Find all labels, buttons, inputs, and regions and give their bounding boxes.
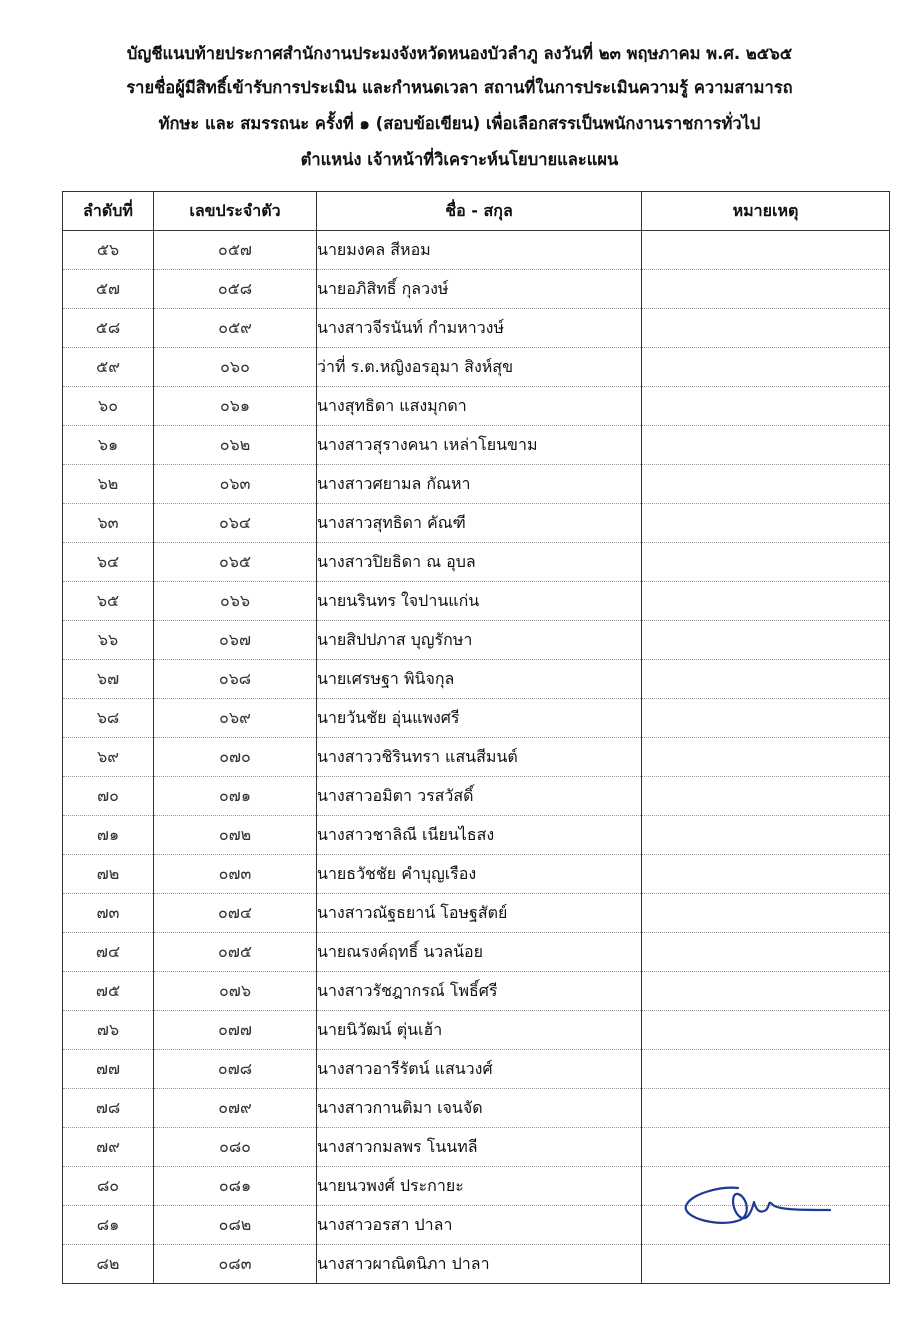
table-row	[63, 465, 890, 504]
header-line-2: รายชื่อผู้มีสิทธิ์เข้ารับการประเมิน และกำหนดเวลา สถานที่ในการประเมินความรู้ ความสามารถ	[126, 78, 793, 97]
header-line-4: ตำแหน่ง เจ้าหน้าที่วิเคราะห์นโยบายและแผน	[300, 150, 619, 169]
remarks-cell	[642, 270, 890, 309]
name-cell: นายสิปปภาส บุญรักษา	[317, 621, 642, 660]
remarks-cell	[642, 348, 890, 387]
table-row	[63, 816, 890, 855]
name-cell: นางสาวปิยธิดา ณ อุบล	[317, 543, 642, 582]
remarks-cell	[642, 582, 890, 621]
remarks-cell	[642, 621, 890, 660]
name-cell: นายมงคล สีหอม	[317, 231, 642, 270]
id-cell: ๐๖๖	[154, 582, 317, 621]
order-cell: ๖๓	[63, 504, 154, 543]
column-header-name: ชื่อ - สกุล	[317, 192, 642, 231]
order-cell: ๖๙	[63, 738, 154, 777]
name-cell: นางสาวสุรางคนา เหล่าโยนขาม	[317, 426, 642, 465]
remarks-cell	[642, 1128, 890, 1167]
order-cell: ๖๖	[63, 621, 154, 660]
id-cell: ๐๖๗	[154, 621, 317, 660]
remarks-cell	[642, 1245, 890, 1284]
name-cell: นางสาวอรสา ปาลา	[317, 1206, 642, 1245]
table-row	[63, 1245, 890, 1284]
table-row	[63, 777, 890, 816]
id-cell: ๐๗๕	[154, 933, 317, 972]
id-cell: ๐๖๔	[154, 504, 317, 543]
remarks-cell	[642, 231, 890, 270]
id-cell: ๐๖๓	[154, 465, 317, 504]
order-cell: ๗๗	[63, 1050, 154, 1089]
table-row	[63, 972, 890, 1011]
remarks-cell	[642, 777, 890, 816]
name-cell: นางสาวอมิตา วรสวัสดิ์	[317, 777, 642, 816]
name-cell: นางสาวชาลิณี เนียนไธสง	[317, 816, 642, 855]
order-cell: ๖๑	[63, 426, 154, 465]
table-row	[63, 504, 890, 543]
name-cell: นายอภิสิทธิ์ กุลวงษ์	[317, 270, 642, 309]
name-cell: นายนรินทร ใจปานแก่น	[317, 582, 642, 621]
remarks-cell	[642, 933, 890, 972]
signature-image	[680, 1180, 840, 1240]
table-row	[63, 933, 890, 972]
id-cell: ๐๕๗	[154, 231, 317, 270]
id-cell: ๐๖๘	[154, 660, 317, 699]
name-cell: นางสาวอารีรัตน์ แสนวงศ์	[317, 1050, 642, 1089]
name-cell: นายธวัชชัย คำบุญเรือง	[317, 855, 642, 894]
table-row	[63, 894, 890, 933]
order-cell: ๗๓	[63, 894, 154, 933]
name-cell: นางสาวจีรนันท์ กำมหาวงษ์	[317, 309, 642, 348]
order-cell: ๕๖	[63, 231, 154, 270]
remarks-cell	[642, 1011, 890, 1050]
table-row	[63, 1050, 890, 1089]
id-cell: ๐๖๕	[154, 543, 317, 582]
id-cell: ๐๘๓	[154, 1245, 317, 1284]
table-header-row	[63, 192, 890, 231]
id-cell: ๐๗๗	[154, 1011, 317, 1050]
order-cell: ๗๖	[63, 1011, 154, 1050]
id-cell: ๐๘๑	[154, 1167, 317, 1206]
id-cell: ๐๕๙	[154, 309, 317, 348]
name-cell: นางสาวกมลพร โนนทลี	[317, 1128, 642, 1167]
name-cell: นายนวพงศ์ ประกายะ	[317, 1167, 642, 1206]
id-cell: ๐๗๒	[154, 816, 317, 855]
name-cell: นายเศรษฐา พินิจกุล	[317, 660, 642, 699]
table-row	[63, 699, 890, 738]
column-header-remarks: หมายเหตุ	[642, 192, 890, 231]
remarks-cell	[642, 387, 890, 426]
remarks-cell	[642, 699, 890, 738]
name-cell: นางสาวณัฐธยาน์ โอษฐสัตย์	[317, 894, 642, 933]
table-row	[63, 309, 890, 348]
id-cell: ๐๖๐	[154, 348, 317, 387]
id-cell: ๐๗๑	[154, 777, 317, 816]
remarks-cell	[642, 504, 890, 543]
id-cell: ๐๕๘	[154, 270, 317, 309]
order-cell: ๕๘	[63, 309, 154, 348]
remarks-cell	[642, 465, 890, 504]
order-cell: ๘๑	[63, 1206, 154, 1245]
table-row	[63, 1011, 890, 1050]
header-line-3: ทักษะ และ สมรรถนะ ครั้งที่ ๑ (สอบข้อเขียน) เพื่อเลือกสรรเป็นพนักงานราชการทั่วไป	[158, 114, 761, 133]
candidate-table	[62, 191, 890, 1284]
order-cell: ๗๘	[63, 1089, 154, 1128]
table-row	[63, 621, 890, 660]
order-cell: ๗๒	[63, 855, 154, 894]
name-cell: นางสุทธิดา แสงมุกดา	[317, 387, 642, 426]
remarks-cell	[642, 894, 890, 933]
column-header-id: เลขประจำตัว	[154, 192, 317, 231]
table-row	[63, 855, 890, 894]
id-cell: ๐๖๙	[154, 699, 317, 738]
table-row	[63, 348, 890, 387]
remarks-cell	[642, 1050, 890, 1089]
name-cell: ว่าที่ ร.ต.หญิงอรอุมา สิงห์สุข	[317, 348, 642, 387]
order-cell: ๖๘	[63, 699, 154, 738]
id-cell: ๐๖๑	[154, 387, 317, 426]
remarks-cell	[642, 1089, 890, 1128]
table-row	[63, 738, 890, 777]
order-cell: ๕๙	[63, 348, 154, 387]
order-cell: ๘๒	[63, 1245, 154, 1284]
table-row	[63, 387, 890, 426]
document-header	[0, 40, 919, 178]
order-cell: ๗๕	[63, 972, 154, 1011]
id-cell: ๐๗๖	[154, 972, 317, 1011]
name-cell: นายวันชัย อุ่นแพงศรี	[317, 699, 642, 738]
id-cell: ๐๘๒	[154, 1206, 317, 1245]
id-cell: ๐๗๓	[154, 855, 317, 894]
remarks-cell	[642, 816, 890, 855]
name-cell: นางสาวผาณิตนิภา ปาลา	[317, 1245, 642, 1284]
name-cell: นายณรงค์ฤทธิ์ นวลน้อย	[317, 933, 642, 972]
id-cell: ๐๖๒	[154, 426, 317, 465]
table-row	[63, 582, 890, 621]
remarks-cell	[642, 972, 890, 1011]
table-row	[63, 231, 890, 270]
remarks-cell	[642, 855, 890, 894]
id-cell: ๐๗๘	[154, 1050, 317, 1089]
id-cell: ๐๘๐	[154, 1128, 317, 1167]
remarks-cell	[642, 426, 890, 465]
order-cell: ๖๗	[63, 660, 154, 699]
remarks-cell	[642, 660, 890, 699]
column-header-order: ลำดับที่	[63, 192, 154, 231]
order-cell: ๖๐	[63, 387, 154, 426]
name-cell: นายนิวัฒน์ ตุ่นเฮ้า	[317, 1011, 642, 1050]
table-row	[63, 660, 890, 699]
order-cell: ๖๕	[63, 582, 154, 621]
remarks-cell	[642, 543, 890, 582]
table-row	[63, 1089, 890, 1128]
remarks-cell	[642, 738, 890, 777]
id-cell: ๐๗๐	[154, 738, 317, 777]
order-cell: ๖๔	[63, 543, 154, 582]
name-cell: นางสาวสุทธิดา คัณฑี	[317, 504, 642, 543]
order-cell: ๗๑	[63, 816, 154, 855]
name-cell: นางสาวรัชฎากรณ์ โพธิ์ศรี	[317, 972, 642, 1011]
table-row	[63, 270, 890, 309]
order-cell: ๕๗	[63, 270, 154, 309]
remarks-cell	[642, 309, 890, 348]
name-cell: นางสาวกานติมา เจนจัด	[317, 1089, 642, 1128]
table-row	[63, 1128, 890, 1167]
order-cell: ๘๐	[63, 1167, 154, 1206]
order-cell: ๗๔	[63, 933, 154, 972]
table-row	[63, 543, 890, 582]
order-cell: ๖๒	[63, 465, 154, 504]
order-cell: ๗๙	[63, 1128, 154, 1167]
order-cell: ๗๐	[63, 777, 154, 816]
id-cell: ๐๗๙	[154, 1089, 317, 1128]
table-row	[63, 426, 890, 465]
id-cell: ๐๗๔	[154, 894, 317, 933]
name-cell: นางสาวศยามล กัณหา	[317, 465, 642, 504]
header-line-1: บัญชีแนบท้ายประกาศสำนักงานประมงจังหวัดหนองบัวลำภู ลงวันที่ ๒๓ พฤษภาคม พ.ศ. ๒๕๖๕	[126, 44, 793, 63]
name-cell: นางสาววชิรินทรา แสนสีมนต์	[317, 738, 642, 777]
